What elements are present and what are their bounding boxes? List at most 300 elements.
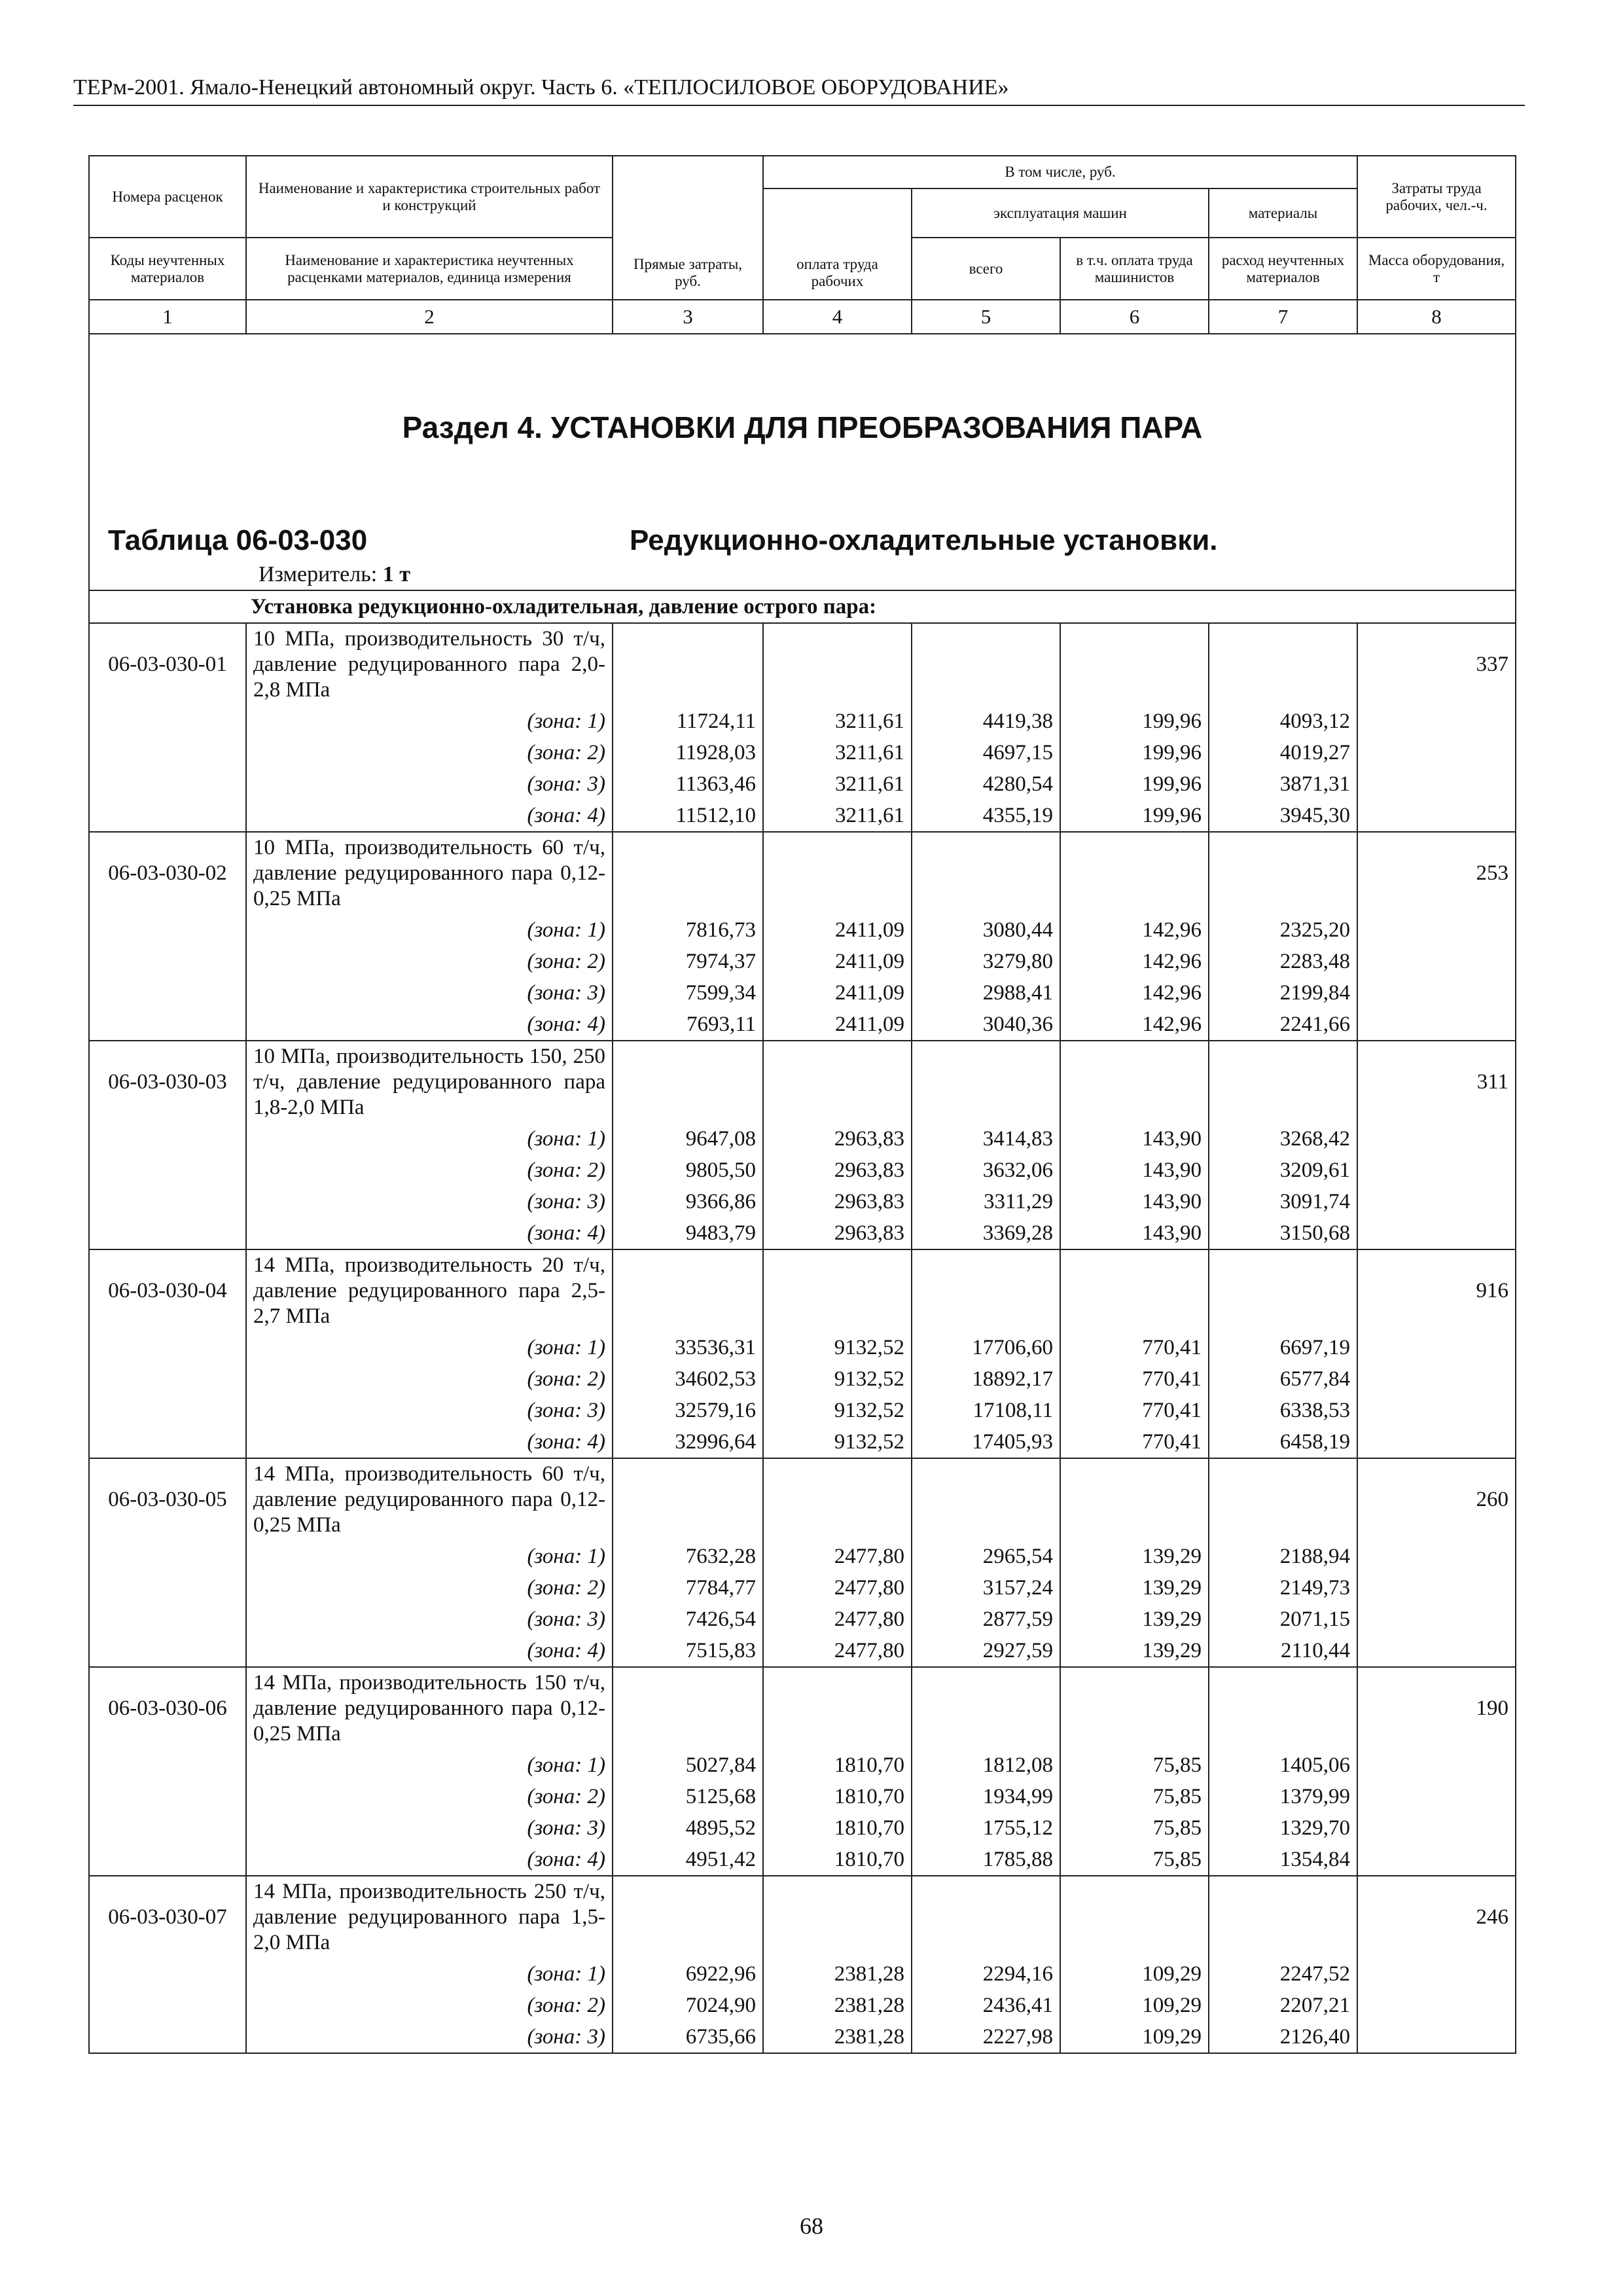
value-cell: 34602,53 [613, 1363, 763, 1395]
value-cell: 17405,93 [912, 1426, 1060, 1458]
value-cell: 7816,73 [613, 914, 763, 946]
mass-cell [1357, 1844, 1516, 1876]
value-cell: 2988,41 [912, 977, 1060, 1009]
value-cell: 139,29 [1060, 1604, 1209, 1635]
cell [763, 1876, 912, 1958]
value-cell: 1755,12 [912, 1812, 1060, 1844]
zone-row [89, 1426, 1516, 1458]
table-title: Редукционно-охладительные установки. [630, 524, 1218, 556]
zone-row [89, 1604, 1516, 1635]
zone-label: (зона: 3) [246, 1395, 613, 1426]
column-number: 7 [1209, 300, 1357, 334]
cell [912, 832, 1060, 914]
cell [912, 1041, 1060, 1123]
value-cell: 2381,28 [763, 2021, 912, 2053]
mass-cell [1357, 1781, 1516, 1812]
value-cell: 11512,10 [613, 800, 763, 832]
value-cell: 3279,80 [912, 946, 1060, 977]
cell [1209, 832, 1357, 914]
value-cell: 2207,21 [1209, 1990, 1357, 2021]
value-cell: 2381,28 [763, 1990, 912, 2021]
zone-row [89, 1749, 1516, 1781]
rate-code: 06-03-030-07 [89, 1876, 246, 1958]
cell [1060, 832, 1209, 914]
mass-cell [1357, 800, 1516, 832]
mass-cell [1357, 1217, 1516, 1249]
mass-cell [1357, 1395, 1516, 1426]
rate-code-cell [89, 1155, 246, 1186]
equipment-mass: 190 [1357, 1667, 1516, 1749]
cell [1209, 1041, 1357, 1123]
value-cell: 143,90 [1060, 1186, 1209, 1217]
value-cell: 7974,37 [613, 946, 763, 977]
mass-cell [1357, 914, 1516, 946]
rate-description: 14 МПа, производительность 250 т/ч, давление редуцированного пара 1,5-2,0 МПа [246, 1876, 613, 1958]
value-cell: 3268,42 [1209, 1123, 1357, 1155]
zone-label: (зона: 2) [246, 737, 613, 768]
value-cell: 3209,61 [1209, 1155, 1357, 1186]
cell [1209, 1876, 1357, 1958]
header-work-name: Наименование и характеристика строительных работ и конструкций [246, 156, 613, 238]
value-cell: 2381,28 [763, 1958, 912, 1990]
value-cell: 4951,42 [613, 1844, 763, 1876]
value-cell: 142,96 [1060, 946, 1209, 977]
zone-label: (зона: 2) [246, 1155, 613, 1186]
rates-table [88, 155, 1516, 2054]
value-cell: 2411,09 [763, 946, 912, 977]
section-block [89, 334, 1516, 590]
column-number: 5 [912, 300, 1060, 334]
value-cell: 3040,36 [912, 1009, 1060, 1041]
value-cell: 142,96 [1060, 977, 1209, 1009]
mass-cell [1357, 1990, 1516, 2021]
value-cell: 9132,52 [763, 1332, 912, 1363]
cell [763, 1041, 912, 1123]
zone-row [89, 946, 1516, 977]
zone-label: (зона: 2) [246, 1990, 613, 2021]
header-worker-pay: оплата труда рабочих [763, 188, 912, 300]
value-cell: 109,29 [1060, 2021, 1209, 2053]
zone-label: (зона: 1) [246, 1541, 613, 1572]
value-cell: 199,96 [1060, 800, 1209, 832]
value-cell: 1810,70 [763, 1844, 912, 1876]
zone-label: (зона: 4) [246, 1009, 613, 1041]
zone-row [89, 1332, 1516, 1363]
rate-code-cell [89, 1217, 246, 1249]
value-cell: 2188,94 [1209, 1541, 1357, 1572]
zone-label: (зона: 4) [246, 1217, 613, 1249]
zone-row [89, 1635, 1516, 1667]
value-cell: 3211,61 [763, 737, 912, 768]
mass-cell [1357, 1635, 1516, 1667]
value-cell: 3091,74 [1209, 1186, 1357, 1217]
table-row [89, 623, 1516, 706]
value-cell: 2477,80 [763, 1604, 912, 1635]
mass-cell [1357, 1186, 1516, 1217]
value-cell: 139,29 [1060, 1635, 1209, 1667]
value-cell: 1810,70 [763, 1749, 912, 1781]
rate-code-cell [89, 706, 246, 737]
value-cell: 3311,29 [912, 1186, 1060, 1217]
table-body [89, 623, 1516, 2053]
value-cell: 4355,19 [912, 800, 1060, 832]
value-cell: 3871,31 [1209, 768, 1357, 800]
header-direct-costs: Прямые затраты, руб. [613, 156, 763, 300]
value-cell: 2877,59 [912, 1604, 1060, 1635]
zone-label: (зона: 1) [246, 706, 613, 737]
cell [912, 1667, 1060, 1749]
zone-label: (зона: 3) [246, 977, 613, 1009]
rate-description: 10 МПа, производительность 30 т/ч, давление редуцированного пара 2,0-2,8 МПа [246, 623, 613, 706]
cell [1209, 1458, 1357, 1541]
zone-label: (зона: 4) [246, 800, 613, 832]
rate-code-cell [89, 1009, 246, 1041]
zone-label: (зона: 4) [246, 1844, 613, 1876]
value-cell: 199,96 [1060, 737, 1209, 768]
value-cell: 75,85 [1060, 1781, 1209, 1812]
rate-code: 06-03-030-04 [89, 1249, 246, 1332]
rate-code-cell [89, 768, 246, 800]
cell [613, 1041, 763, 1123]
value-cell: 3211,61 [763, 800, 912, 832]
value-cell: 2477,80 [763, 1541, 912, 1572]
value-cell: 142,96 [1060, 914, 1209, 946]
cell [613, 832, 763, 914]
value-cell: 6922,96 [613, 1958, 763, 1990]
rate-code-cell [89, 1635, 246, 1667]
value-cell: 2247,52 [1209, 1958, 1357, 1990]
cell [1060, 1458, 1209, 1541]
table-row [89, 1667, 1516, 1749]
cell [763, 1667, 912, 1749]
mass-cell [1357, 1749, 1516, 1781]
value-cell: 3945,30 [1209, 800, 1357, 832]
value-cell: 3150,68 [1209, 1217, 1357, 1249]
value-cell: 6458,19 [1209, 1426, 1357, 1458]
value-cell: 3211,61 [763, 706, 912, 737]
cell [613, 1667, 763, 1749]
zone-row [89, 914, 1516, 946]
rate-code-cell [89, 1363, 246, 1395]
zone-label: (зона: 1) [246, 1749, 613, 1781]
rate-code-cell [89, 914, 246, 946]
value-cell: 2965,54 [912, 1541, 1060, 1572]
column-number: 1 [89, 300, 246, 334]
value-cell: 5027,84 [613, 1749, 763, 1781]
value-cell: 2126,40 [1209, 2021, 1357, 2053]
mass-cell [1357, 977, 1516, 1009]
rate-code-cell [89, 1186, 246, 1217]
mass-cell [1357, 1426, 1516, 1458]
value-cell: 18892,17 [912, 1363, 1060, 1395]
header-unaccounted-materials: расход неучтенных материалов [1209, 238, 1357, 300]
value-cell: 1934,99 [912, 1781, 1060, 1812]
value-cell: 7024,90 [613, 1990, 763, 2021]
value-cell: 2283,48 [1209, 946, 1357, 977]
equipment-mass: 260 [1357, 1458, 1516, 1541]
value-cell: 143,90 [1060, 1217, 1209, 1249]
mass-cell [1357, 768, 1516, 800]
column-number: 2 [246, 300, 613, 334]
column-number: 8 [1357, 300, 1516, 334]
cell [1060, 1249, 1209, 1332]
cell [613, 1249, 763, 1332]
rate-description: 10 МПа, производительность 150, 250 т/ч, давление редуцированного пара 1,8-2,0 МПа [246, 1041, 613, 1123]
column-number: 3 [613, 300, 763, 334]
mass-cell [1357, 946, 1516, 977]
page-number: 68 [800, 2213, 823, 2239]
value-cell: 4419,38 [912, 706, 1060, 737]
value-cell: 2199,84 [1209, 977, 1357, 1009]
zone-row [89, 1990, 1516, 2021]
zone-row [89, 1844, 1516, 1876]
cell [1060, 1876, 1209, 1958]
value-cell: 7599,34 [613, 977, 763, 1009]
value-cell: 1379,99 [1209, 1781, 1357, 1812]
value-cell: 2411,09 [763, 914, 912, 946]
zone-row [89, 1217, 1516, 1249]
value-cell: 32996,64 [613, 1426, 763, 1458]
table-row [89, 1876, 1516, 1958]
zone-label: (зона: 2) [246, 1363, 613, 1395]
value-cell: 4895,52 [613, 1812, 763, 1844]
value-cell: 33536,31 [613, 1332, 763, 1363]
rate-code-cell [89, 1395, 246, 1426]
rate-code-cell [89, 1123, 246, 1155]
value-cell: 4019,27 [1209, 737, 1357, 768]
mass-cell [1357, 1155, 1516, 1186]
zone-row [89, 768, 1516, 800]
zone-label: (зона: 2) [246, 1572, 613, 1604]
table-row [89, 1458, 1516, 1541]
zone-row [89, 1155, 1516, 1186]
value-cell: 2411,09 [763, 977, 912, 1009]
value-cell: 1810,70 [763, 1781, 912, 1812]
value-cell: 2477,80 [763, 1635, 912, 1667]
rate-code-cell [89, 946, 246, 977]
value-cell: 2963,83 [763, 1155, 912, 1186]
zone-row [89, 1186, 1516, 1217]
zone-row [89, 1781, 1516, 1812]
rate-code-cell [89, 800, 246, 832]
value-cell: 770,41 [1060, 1426, 1209, 1458]
value-cell: 11363,46 [613, 768, 763, 800]
value-cell: 2110,44 [1209, 1635, 1357, 1667]
value-cell: 4697,15 [912, 737, 1060, 768]
mass-cell [1357, 1009, 1516, 1041]
header-rate-numbers: Номера расценок [89, 156, 246, 238]
column-number: 4 [763, 300, 912, 334]
rate-code-cell [89, 1572, 246, 1604]
rate-code-cell [89, 1812, 246, 1844]
value-cell: 109,29 [1060, 1958, 1209, 1990]
value-cell: 770,41 [1060, 1363, 1209, 1395]
zone-label: (зона: 1) [246, 1332, 613, 1363]
table-row [89, 832, 1516, 914]
equipment-mass: 253 [1357, 832, 1516, 914]
value-cell: 139,29 [1060, 1572, 1209, 1604]
unit-line [259, 562, 410, 587]
cell [763, 832, 912, 914]
group-title: Установка редукционно-охладительная, давление острого пара: [89, 590, 1516, 623]
cell [763, 1458, 912, 1541]
rate-code: 06-03-030-03 [89, 1041, 246, 1123]
cell [613, 1458, 763, 1541]
zone-label: (зона: 4) [246, 1635, 613, 1667]
value-cell: 7426,54 [613, 1604, 763, 1635]
mass-cell [1357, 1541, 1516, 1572]
zone-label: (зона: 1) [246, 1123, 613, 1155]
equipment-mass: 916 [1357, 1249, 1516, 1332]
mass-cell [1357, 1332, 1516, 1363]
cell [912, 623, 1060, 706]
rate-code-cell [89, 1781, 246, 1812]
column-number: 6 [1060, 300, 1209, 334]
zone-label: (зона: 4) [246, 1426, 613, 1458]
rate-code-cell [89, 1541, 246, 1572]
value-cell: 3414,83 [912, 1123, 1060, 1155]
value-cell: 11928,03 [613, 737, 763, 768]
rate-code-cell [89, 1958, 246, 1990]
rate-code-cell [89, 737, 246, 768]
table-number: Таблица 06-03-030 [108, 524, 368, 556]
header-material-codes: Коды неучтенных материалов [89, 238, 246, 300]
cell [912, 1876, 1060, 1958]
zone-row [89, 1123, 1516, 1155]
cell [1209, 1667, 1357, 1749]
zone-row [89, 706, 1516, 737]
zone-label: (зона: 1) [246, 1958, 613, 1990]
rate-code: 06-03-030-05 [89, 1458, 246, 1541]
zone-row [89, 2021, 1516, 2053]
rate-code: 06-03-030-01 [89, 623, 246, 706]
value-cell: 3080,44 [912, 914, 1060, 946]
cell [763, 623, 912, 706]
value-cell: 9483,79 [613, 1217, 763, 1249]
equipment-mass: 337 [1357, 623, 1516, 706]
header-materials: материалы [1209, 188, 1357, 238]
value-cell: 2149,73 [1209, 1572, 1357, 1604]
value-cell: 75,85 [1060, 1844, 1209, 1876]
zone-row [89, 1812, 1516, 1844]
value-cell: 143,90 [1060, 1155, 1209, 1186]
value-cell: 9132,52 [763, 1395, 912, 1426]
rate-code: 06-03-030-06 [89, 1667, 246, 1749]
value-cell: 9366,86 [613, 1186, 763, 1217]
value-cell: 17108,11 [912, 1395, 1060, 1426]
zone-row [89, 1363, 1516, 1395]
value-cell: 7515,83 [613, 1635, 763, 1667]
value-cell: 2325,20 [1209, 914, 1357, 946]
value-cell: 75,85 [1060, 1749, 1209, 1781]
cell [1209, 623, 1357, 706]
zone-row [89, 737, 1516, 768]
value-cell: 6338,53 [1209, 1395, 1357, 1426]
cell [1060, 1041, 1209, 1123]
mass-cell [1357, 1572, 1516, 1604]
value-cell: 6735,66 [613, 2021, 763, 2053]
value-cell: 2963,83 [763, 1186, 912, 1217]
value-cell: 2963,83 [763, 1217, 912, 1249]
value-cell: 4280,54 [912, 768, 1060, 800]
rate-description: 14 МПа, производительность 150 т/ч, давление редуцированного пара 0,12-0,25 МПа [246, 1667, 613, 1749]
cell [1060, 623, 1209, 706]
cell [1060, 1667, 1209, 1749]
value-cell: 2927,59 [912, 1635, 1060, 1667]
value-cell: 2241,66 [1209, 1009, 1357, 1041]
value-cell: 7784,77 [613, 1572, 763, 1604]
rate-code-cell [89, 977, 246, 1009]
zone-label: (зона: 3) [246, 1812, 613, 1844]
equipment-mass: 246 [1357, 1876, 1516, 1958]
value-cell: 1354,84 [1209, 1844, 1357, 1876]
rate-code-cell [89, 1426, 246, 1458]
table-row [89, 1041, 1516, 1123]
value-cell: 199,96 [1060, 706, 1209, 737]
value-cell: 9647,08 [613, 1123, 763, 1155]
value-cell: 17706,60 [912, 1332, 1060, 1363]
value-cell: 3211,61 [763, 768, 912, 800]
mass-cell [1357, 1363, 1516, 1395]
value-cell: 7632,28 [613, 1541, 763, 1572]
zone-label: (зона: 1) [246, 914, 613, 946]
header-material-name: Наименование и характеристика неучтенных расценками материалов, единица измерения [246, 238, 613, 300]
header-machine-operation: эксплуатация машин [912, 188, 1209, 238]
value-cell: 770,41 [1060, 1332, 1209, 1363]
mass-cell [1357, 2021, 1516, 2053]
rate-description: 14 МПа, производительность 60 т/ч, давление редуцированного пара 0,12-0,25 МПа [246, 1458, 613, 1541]
header-in-that-number: В том числе, руб. [763, 156, 1357, 188]
value-cell: 1785,88 [912, 1844, 1060, 1876]
unit-value: 1 т [382, 562, 410, 586]
cell [763, 1249, 912, 1332]
value-cell: 2411,09 [763, 1009, 912, 1041]
value-cell: 139,29 [1060, 1541, 1209, 1572]
zone-label: (зона: 3) [246, 768, 613, 800]
zone-label: (зона: 2) [246, 1781, 613, 1812]
zone-row [89, 1395, 1516, 1426]
header-total: всего [912, 238, 1060, 300]
equipment-mass: 311 [1357, 1041, 1516, 1123]
value-cell: 9805,50 [613, 1155, 763, 1186]
value-cell: 3369,28 [912, 1217, 1060, 1249]
zone-row [89, 977, 1516, 1009]
value-cell: 2294,16 [912, 1958, 1060, 1990]
zone-label: (зона: 2) [246, 946, 613, 977]
value-cell: 2963,83 [763, 1123, 912, 1155]
mass-cell [1357, 1604, 1516, 1635]
cell [613, 623, 763, 706]
zone-row [89, 800, 1516, 832]
running-header: ТЕРм-2001. Ямало-Ненецкий автономный округ. Часть 6. «ТЕПЛОСИЛОВОЕ ОБОРУДОВАНИЕ» [73, 73, 1525, 106]
value-cell: 1405,06 [1209, 1749, 1357, 1781]
mass-cell [1357, 1123, 1516, 1155]
header-labor-costs: Затраты труда рабочих, чел.-ч. [1357, 156, 1516, 238]
rate-code-cell [89, 1604, 246, 1635]
header-equipment-mass: Масса оборудования, т [1357, 238, 1516, 300]
zone-row [89, 1009, 1516, 1041]
zone-label: (зона: 3) [246, 2021, 613, 2053]
zone-row [89, 1572, 1516, 1604]
cell [912, 1458, 1060, 1541]
mass-cell [1357, 1812, 1516, 1844]
value-cell: 199,96 [1060, 768, 1209, 800]
value-cell: 4093,12 [1209, 706, 1357, 737]
rate-code-cell [89, 1844, 246, 1876]
value-cell: 2227,98 [912, 2021, 1060, 2053]
rate-code: 06-03-030-02 [89, 832, 246, 914]
value-cell: 1812,08 [912, 1749, 1060, 1781]
